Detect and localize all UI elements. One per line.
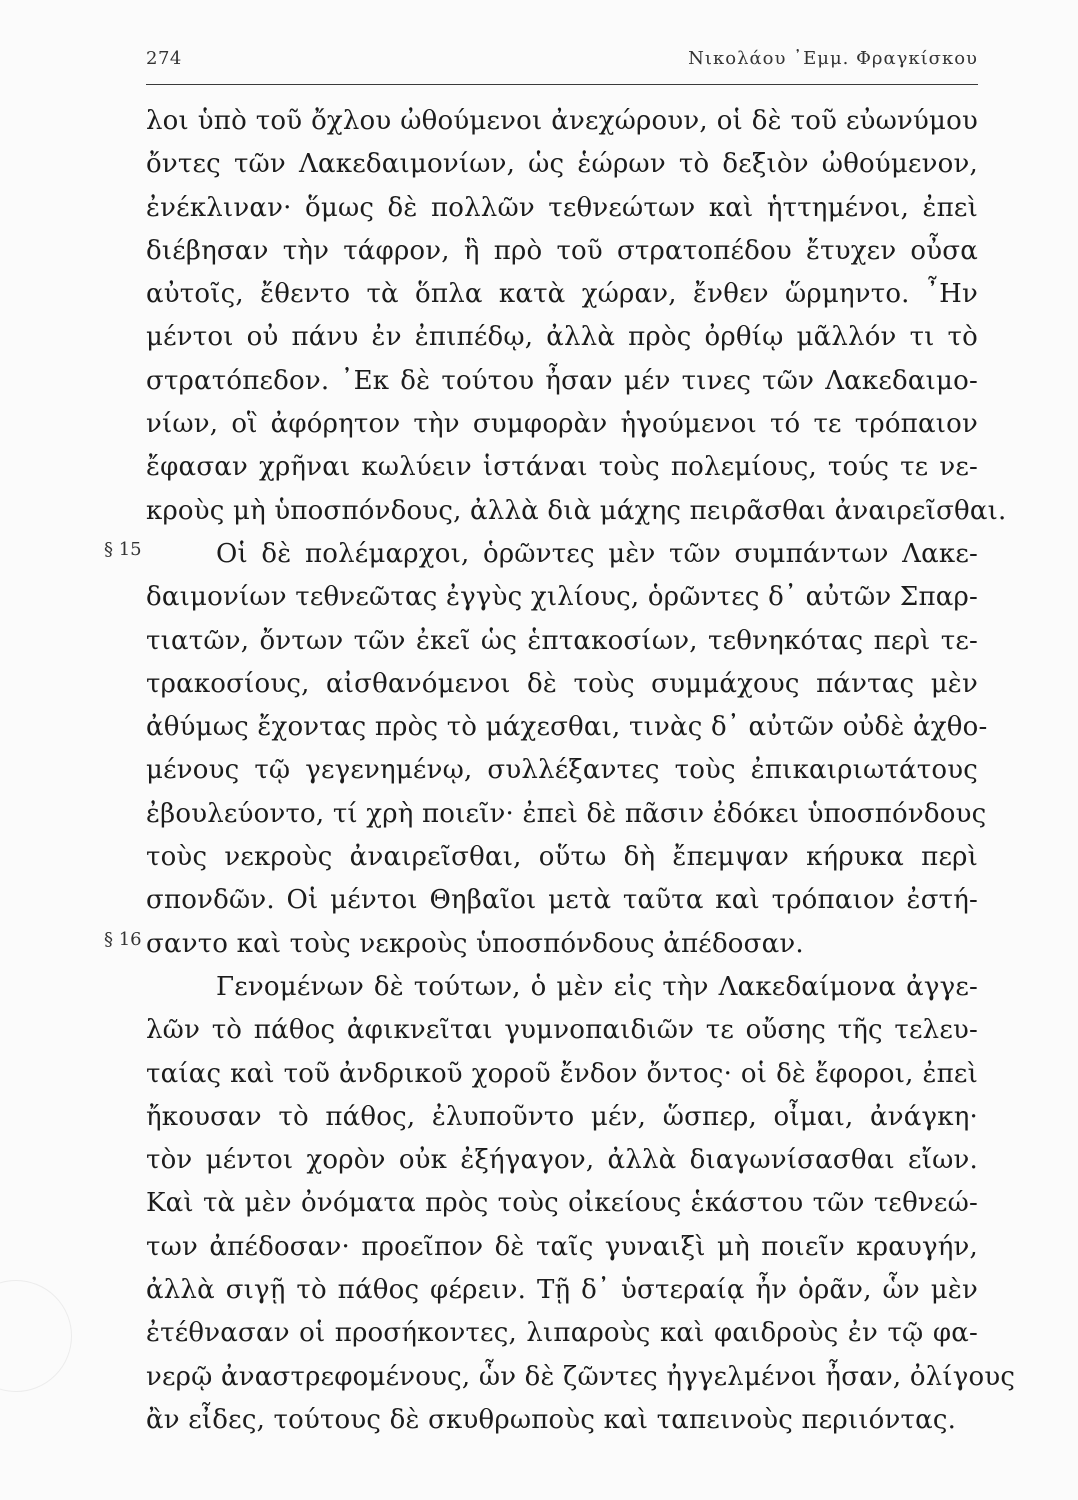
text-line: ἤκουσαν τὸ πάθος, ἐλυποῦντο μέν, ὥσπερ, οἶμαι, ἀνάγκη· (146, 1101, 978, 1132)
page-header (146, 48, 978, 85)
text-line: ὄντες τῶν Λακεδαιμονίων, ὡς ἑώρων τὸ δεξιὸν ὠθούμενον, (146, 149, 978, 180)
text-line: ἐνέκλιναν· ὅμως δὲ πολλῶν τεθνεώτων καὶ ἡττημένοι, ἐπεὶ (146, 192, 978, 223)
running-head: Νικολάου ᾿Εμμ. Φραγκίσκου (688, 48, 978, 69)
text-line: ἀλλὰ σιγῇ τὸ πάθος φέρειν. Τῇ δ᾽ ὑστεραίᾳ ἦν ὁρᾶν, ὧν μὲν (146, 1275, 978, 1306)
text-line: μέντοι οὐ πάνυ ἐν ἐπιπέδῳ, ἀλλὰ πρὸς ὀρθίῳ μᾶλλόν τι τὸ (146, 322, 978, 353)
text-line: τοὺς νεκροὺς ἀναιρεῖσθαι, οὕτω δὴ ἔπεμψαν κήρυκα περὶ (146, 842, 978, 873)
body-text (146, 100, 1016, 1442)
text-line: Γενομένων δὲ τούτων, ὁ μὲν εἰς τὴν Λακεδαίμονα ἀγγε- (216, 971, 978, 1002)
text-line: ἐβουλεύοντο, τί χρὴ ποιεῖν· ἐπεὶ δὲ πᾶσιν ἐδόκει ὑποσπόνδους (146, 798, 987, 829)
text-line: στρατόπεδον. ᾿Εκ δὲ τούτου ἦσαν μέν τινες τῶν Λακεδαιμο- (146, 365, 978, 396)
text-line: Οἱ δὲ πολέμαρχοι, ὁρῶντες μὲν τῶν συμπάντων Λακε- (216, 538, 978, 569)
text-line: κροὺς μὴ ὑποσπόνδους, ἀλλὰ διὰ μάχης πειρᾶσθαι ἀναιρεῖσθαι. (146, 495, 1007, 526)
text-line: αὐτοῖς, ἔθεντο τὰ ὅπλα κατὰ χώραν, ἔνθεν ὥρμηντο. ῏Ην (146, 279, 978, 310)
text-line: λοι ὑπὸ τοῦ ὄχλου ὠθούμενοι ἀνεχώρουν, οἱ δὲ τοῦ εὐωνύμου (146, 106, 978, 136)
text-line: τρακοσίους, αἰσθανόμενοι δὲ τοὺς συμμάχους πάντας μὲν (146, 668, 978, 699)
text-line: των ἀπέδοσαν· προεῖπον δὲ ταῖς γυναιξὶ μὴ ποιεῖν κραυγήν, (146, 1231, 978, 1262)
text-line: ταίας καὶ τοῦ ἀνδρικοῦ χοροῦ ἔνδον ὄντος· οἱ δὲ ἔφοροι, ἐπεὶ (146, 1058, 978, 1089)
text-line: νερῷ ἀναστρεφομένους, ὧν δὲ ζῶντες ἠγγελμένοι ἦσαν, ὀλίγους (146, 1361, 1016, 1392)
text-line: σπονδῶν. Οἱ μέντοι Θηβαῖοι μετὰ ταῦτα καὶ τρόπαιον ἐστή- (146, 885, 978, 916)
text-line: ἂν εἶδες, τούτους δὲ σκυθρωποὺς καὶ ταπεινοὺς περιιόντας. (146, 1404, 957, 1435)
text-line: Καὶ τὰ μὲν ὀνόματα πρὸς τοὺς οἰκείους ἑκάστου τῶν τεθνεώ- (146, 1188, 978, 1219)
text-line: μένους τῷ γεγενημένῳ, συλλέξαντες τοὺς ἐπικαιριωτάτους (146, 755, 978, 786)
library-stamp (0, 1280, 72, 1392)
text-line: δαιμονίων τεθνεῶτας ἐγγὺς χιλίους, ὁρῶντες δ᾽ αὐτῶν Σπαρ- (146, 582, 978, 613)
text-line: ἐτέθνασαν οἱ προσήκοντες, λιπαροὺς καὶ φαιδροὺς ἐν τῷ φα- (146, 1318, 978, 1349)
text-line: τὸν μέντοι χορὸν οὐκ ἐξήγαγον, ἀλλὰ διαγωνίσασθαι εἴων. (146, 1145, 978, 1176)
section-mark-16: § 16 (104, 929, 142, 950)
section-mark-15: § 15 (104, 539, 142, 560)
text-line: ἔφασαν χρῆναι κωλύειν ἱστάναι τοὺς πολεμίους, τούς τε νε- (146, 452, 978, 483)
text-line: σαντο καὶ τοὺς νεκροὺς ὑποσπόνδους ἀπέδοσαν. (146, 928, 804, 959)
text-line: τιατῶν, ὄντων τῶν ἐκεῖ ὡς ἑπτακοσίων, τεθνηκότας περὶ τε- (146, 625, 978, 656)
text-line: λῶν τὸ πάθος ἀφικνεῖται γυμνοπαιδιῶν τε οὔσης τῆς τελευ- (146, 1015, 978, 1046)
page-number: 274 (146, 48, 182, 69)
text-line: ἀθύμως ἔχοντας πρὸς τὸ μάχεσθαι, τινὰς δ᾽ αὐτῶν οὐδὲ ἀχθο- (146, 712, 988, 743)
text-line: διέβησαν τὴν τάφρον, ἣ πρὸ τοῦ στρατοπέδου ἔτυχεν οὖσα (146, 235, 978, 266)
text-line: νίων, οἳ ἀφόρητον τὴν συμφορὰν ἡγούμενοι τό τε τρόπαιον (146, 409, 978, 440)
